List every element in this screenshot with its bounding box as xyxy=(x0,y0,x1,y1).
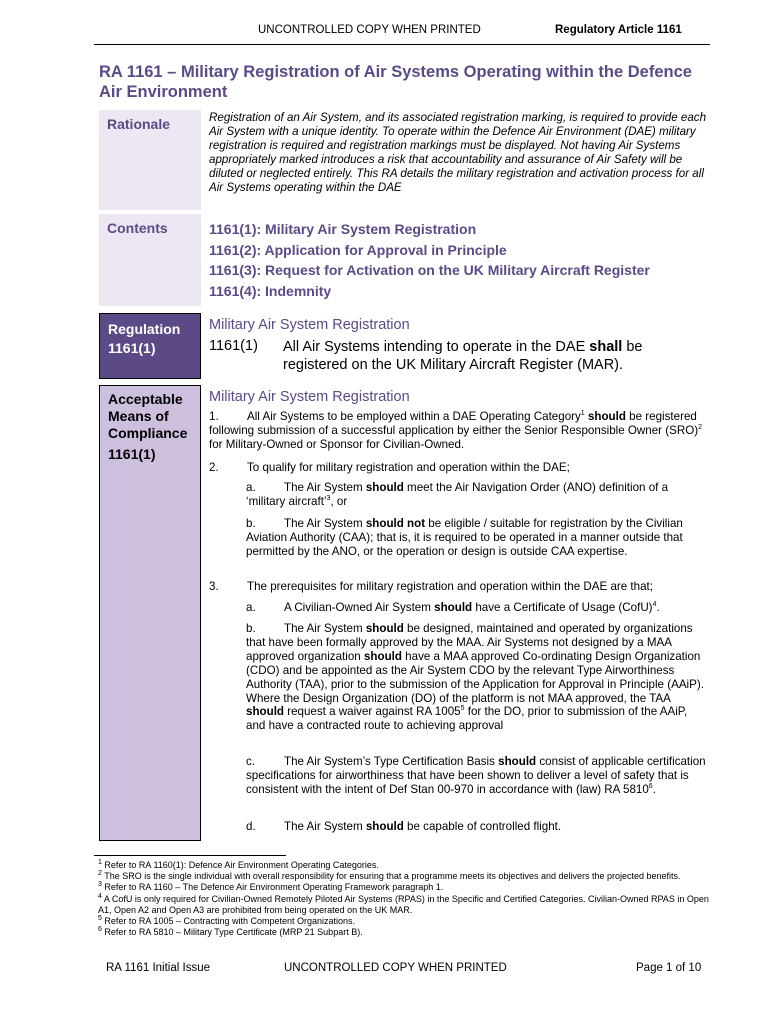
p3b-text-5: for the DO, prior to submission of the AAiP, and have a contracted route to achieving approval xyxy=(246,705,688,733)
p2a-text-1: The Air System xyxy=(284,481,366,494)
amc-paragraph-3d xyxy=(246,820,708,834)
p3a-should: should xyxy=(434,601,473,614)
p3d-text-1: The Air System xyxy=(284,820,366,833)
p3d-should: should xyxy=(365,820,404,833)
footnote-ref-3[interactable]: 3 xyxy=(326,495,331,503)
p2b-text-1: The Air System xyxy=(284,517,366,530)
p3d-text-2: be capable of controlled flight. xyxy=(403,820,562,833)
p3b-should-1: should xyxy=(365,622,404,635)
p2a-text-2: meet the Air Navigation Order (ANO) definition of a ‘military aircraft’ xyxy=(246,481,669,508)
amc-label-number: 1161(1) xyxy=(108,446,156,462)
footnote-ref-2[interactable]: 2 xyxy=(698,424,703,432)
regulation-text-a: All Air Systems intending to operate in the DAE xyxy=(283,339,590,355)
amc-label-line1: Acceptable xyxy=(108,391,183,407)
footnote-divider xyxy=(94,855,286,856)
p1-text-a: All Air Systems to be employed within a DAE Operating Category xyxy=(247,410,581,423)
p3b-text-3: have a MAA approved Co-ordinating Design Organization (CDO) and be appointed as the Air System CDO by the relevant Type Airworthiness Authority (TAA), prior to the submission of the Application for Approval in Principle (AAiP). Where the Design Organization (DO) of the platform is not MAA approved, the TAA xyxy=(246,649,704,705)
contents-label: Contents xyxy=(99,214,201,306)
p3b-text-4: request a waiver against RA 1005 xyxy=(284,705,461,719)
footnote-number: 4 xyxy=(98,892,102,900)
footnote-ref-4[interactable]: 4 xyxy=(652,601,657,609)
p1-should: should xyxy=(587,410,626,423)
p3d-letter: d. xyxy=(246,820,256,833)
regulation-label-number: 1161(1) xyxy=(108,340,156,356)
amc-paragraph-3c xyxy=(246,755,708,797)
p2b-should-not: should not xyxy=(365,517,426,530)
contents-item-1[interactable]: 1161(1): Military Air System Registration xyxy=(209,221,477,237)
p3c-letter: c. xyxy=(246,755,256,768)
footnote-text: Refer to RA 5810 – Military Type Certificate (MRP 21 Subpart B). xyxy=(104,927,363,938)
amc-label xyxy=(99,385,201,841)
footnotes xyxy=(98,860,710,938)
footnote-number: 2 xyxy=(98,870,102,878)
p2b-letter: b. xyxy=(246,517,256,530)
footnote-item xyxy=(98,871,710,882)
footnote-text: Refer to RA 1160(1): Defence Air Environment Operating Categories. xyxy=(104,860,379,870)
amc-label-line2: Means of xyxy=(108,408,169,424)
amc-paragraph-2b xyxy=(246,517,708,559)
p3c-text-3: . xyxy=(652,782,656,796)
amc-paragraph-1 xyxy=(209,410,709,452)
amc-paragraph-3a xyxy=(246,601,708,615)
footnote-item xyxy=(98,927,710,938)
footnote-ref-5[interactable]: 5 xyxy=(460,705,465,713)
footnote-text: The SRO is the single individual with overall responsibility for ensuring that a programme meets its objectives and delivers the projected benefits. xyxy=(104,871,681,882)
footnote-number: 6 xyxy=(98,926,102,934)
p2a-letter: a. xyxy=(246,481,256,494)
footnote-text: Refer to RA 1005 – Contracting with Competent Organizations. xyxy=(104,916,356,927)
header-divider xyxy=(94,44,710,45)
page-title: RA 1161 – Military Registration of Air Systems Operating within the Defence Air Environment xyxy=(99,63,692,101)
p3-text: The prerequisites for military registration and operation within the DAE are that; xyxy=(247,580,653,593)
contents-item-3[interactable]: 1161(3): Request for Activation on the UK Military Aircraft Register xyxy=(209,262,650,278)
p3b-should-3: should xyxy=(246,705,284,719)
footnote-number: 1 xyxy=(98,859,102,866)
footer-uncontrolled-notice: UNCONTROLLED COPY WHEN PRINTED xyxy=(284,962,507,974)
amc-paragraph-2a xyxy=(246,481,708,509)
p1-number: 1. xyxy=(209,410,219,423)
contents-item-4[interactable]: 1161(4): Indemnity xyxy=(209,282,332,299)
rationale-label: Rationale xyxy=(99,110,201,210)
footer-issue: RA 1161 Initial Issue xyxy=(106,962,210,974)
amc-paragraph-3 xyxy=(209,580,709,594)
regulation-heading: Military Air System Registration xyxy=(209,317,410,333)
footnote-item xyxy=(98,882,710,893)
p3-number: 3. xyxy=(209,580,219,593)
footnote-ref-6[interactable]: 6 xyxy=(648,782,653,790)
p3c-text-1: The Air System’s Type Certification Basis xyxy=(284,755,499,768)
rationale-text: Registration of an Air System, and its associated registration marking, is required to provide each Air System with a unique identity. To operate within the Defence Air Environment (DAE) military registration is required and registration markings must be displayed. Not having Air Systems appropriately marked introduces a risk that accountability and assurance of Air Safety will be diluted or neglected entirely. This RA details the military registration and activation process for all Air Systems operating within the DAE xyxy=(209,111,707,195)
p1-text-b: be registered following submission of a successful application by either the Senior Responsible Owner (SRO) xyxy=(209,410,699,437)
footnote-text: A CofU is only required for Civilian-Owned Remotely Piloted Air Systems (RPAS) in the Specific and Certified Categories. Civilian-Owned RPAS in Open A1, Open A2 and Open A3 are prohibited from being operated on the UK MAR. xyxy=(98,893,709,915)
p3b-letter: b. xyxy=(246,622,256,635)
contents-list xyxy=(209,219,709,301)
footnote-item xyxy=(98,916,710,927)
footnote-ref-1[interactable]: 1 xyxy=(580,410,585,418)
regulation-text-b: be registered on the UK Military Aircraft Register (MAR). xyxy=(283,339,643,373)
regulation-label-title: Regulation xyxy=(108,321,181,337)
footnote-item xyxy=(98,894,710,916)
p3a-text-1: A Civilian-Owned Air System xyxy=(284,601,435,614)
regulation-label xyxy=(99,313,201,379)
p3c-text-2: consist of applicable certification specifications for airworthiness that have been shown to deliver a level of safety that is consistent with the intent of Def Stan 00-970 in accordance with (law) RA 5810 xyxy=(246,755,706,796)
p3a-letter: a. xyxy=(246,601,256,614)
p2-text: To qualify for military registration and operation within the DAE; xyxy=(247,461,570,474)
footer-page-number: Page 1 of 10 xyxy=(636,962,702,974)
p2-number: 2. xyxy=(209,461,219,474)
regulation-shall: shall xyxy=(589,339,623,355)
p3a-text-3: . xyxy=(656,601,660,614)
amc-heading: Military Air System Registration xyxy=(209,389,410,405)
footnote-number: 5 xyxy=(98,915,102,923)
footnote-item xyxy=(98,860,710,871)
header-uncontrolled-notice: UNCONTROLLED COPY WHEN PRINTED xyxy=(258,24,481,36)
p2a-text-3: , or xyxy=(330,494,348,508)
contents-item-2[interactable]: 1161(2): Application for Approval in Principle xyxy=(209,241,507,258)
regulation-text xyxy=(283,338,708,374)
amc-paragraph-2 xyxy=(209,461,709,475)
p3b-text-1: The Air System xyxy=(284,622,366,635)
amc-paragraph-3b xyxy=(246,622,708,733)
p3b-should-2: should xyxy=(363,649,402,663)
footnote-number: 3 xyxy=(98,881,102,889)
regulation-number: 1161(1) xyxy=(209,338,258,354)
p1-text-c: for Military-Owned or Sponsor for Civilian-Owned. xyxy=(209,437,465,451)
p3a-text-2: have a Certificate of Usage (CofU) xyxy=(472,601,653,614)
header-article-ref: Regulatory Article 1161 xyxy=(555,24,682,36)
p3b-text-2: be designed, maintained and operated by organizations that have been formally approved by the MAA. Air Systems not designed by a MAA approved organization xyxy=(246,622,693,663)
p2a-should: should xyxy=(365,481,404,494)
p2b-text-2: be eligible / suitable for registration by the Civilian Aviation Authority (CAA); that is, it is required to be operated in a manner outside that permitted by the ANO, or the operation or design is outside CAA expertise. xyxy=(246,517,683,558)
amc-label-line3: Compliance xyxy=(108,425,188,441)
p3c-should: should xyxy=(498,755,537,768)
footnote-text: Refer to RA 1160 – The Defence Air Environment Operating Framework paragraph 1. xyxy=(104,882,444,893)
